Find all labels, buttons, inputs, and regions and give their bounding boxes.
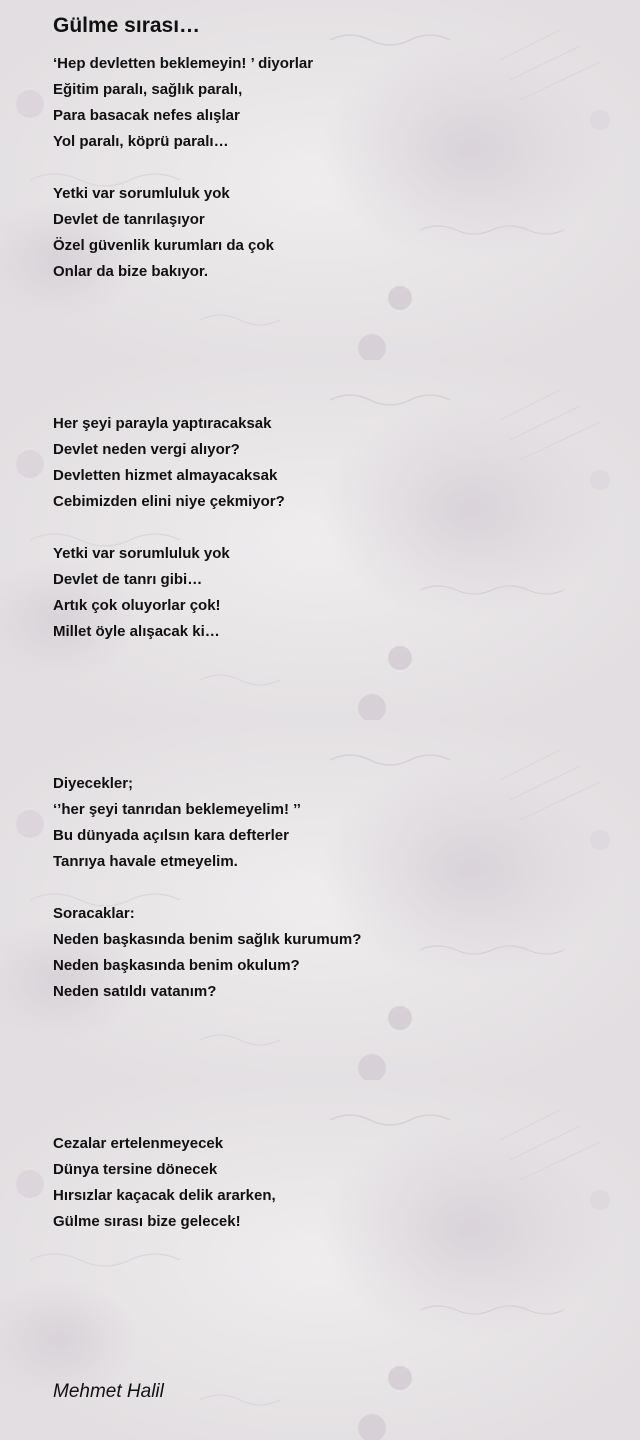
poem-line: Yol paralı, köprü paralı… <box>53 133 229 150</box>
poem-line: Eğitim paralı, sağlık paralı, <box>53 81 243 98</box>
poem-line: Para basacak nefes alışlar <box>53 107 240 124</box>
poem-line: ‘’her şeyi tanrıdan beklemeyelim! ’’ <box>53 801 301 818</box>
poem-title: Gülme sırası… <box>53 14 201 37</box>
poem-line: Hırsızlar kaçacak delik ararken, <box>53 1187 276 1204</box>
poem-line: Devletten hizmet almayacaksak <box>53 467 278 484</box>
poem-line: Neden başkasında benim okulum? <box>53 957 300 974</box>
poem-line: Devlet neden vergi alıyor? <box>53 441 240 458</box>
poem-line: Devlet de tanrı gibi… <box>53 571 203 588</box>
poem-line: Neden satıldı vatanım? <box>53 983 217 1000</box>
poem-line: Yetki var sorumluluk yok <box>53 185 230 202</box>
poem-line: Neden başkasında benim sağlık kurumum? <box>53 931 362 948</box>
poem-line: Onlar da bize bakıyor. <box>53 263 209 280</box>
poem-line: Dünya tersine dönecek <box>53 1161 218 1178</box>
poem-line: Gülme sırası bize gelecek! <box>53 1213 241 1230</box>
poem-line: Devlet de tanrılaşıyor <box>53 211 205 228</box>
poem-line: Özel güvenlik kurumları da çok <box>53 237 274 254</box>
poem-line: Cebimizden elini niye çekmiyor? <box>53 493 285 510</box>
poem-line: Tanrıya havale etmeyelim. <box>53 853 238 870</box>
poem-line: Cezalar ertelenmeyecek <box>53 1135 224 1152</box>
poem-author: Mehmet Halil <box>53 1381 164 1402</box>
poem-line: Bu dünyada açılsın kara defterler <box>53 827 289 844</box>
poem-line: Yetki var sorumluluk yok <box>53 545 230 562</box>
poem-line: ‘Hep devletten beklemeyin! ’ diyorlar <box>53 55 314 72</box>
poem-line: Soracaklar: <box>53 905 135 922</box>
poem-line: Diyecekler; <box>53 775 134 792</box>
poem-line: Artık çok oluyorlar çok! <box>53 597 221 614</box>
poem-line: Her şeyi parayla yaptıracaksak <box>53 415 272 432</box>
poem-line: Millet öyle alışacak ki… <box>53 623 220 640</box>
